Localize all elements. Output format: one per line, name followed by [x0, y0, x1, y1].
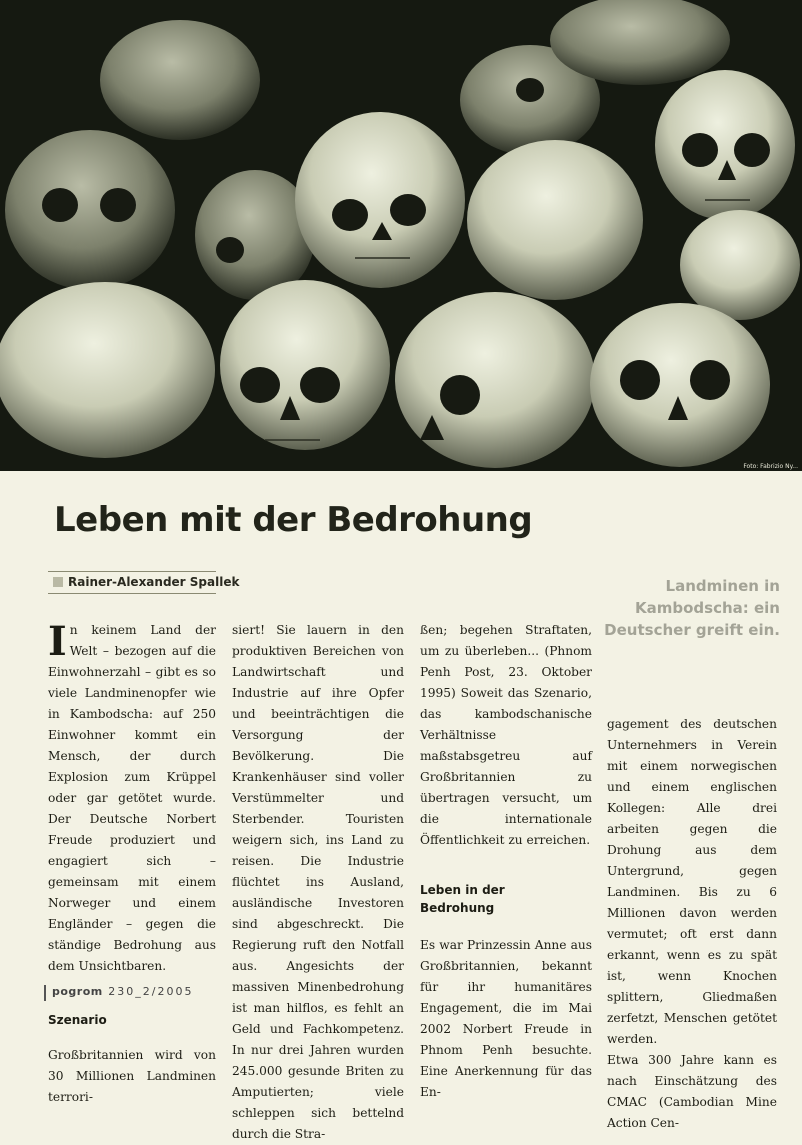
header-photo [0, 0, 802, 471]
subhead-line-2: Bedrohung [420, 901, 495, 915]
subhead-szenario: Szenario [48, 1013, 107, 1027]
paragraph-col1: Großbritannien wird von 30 Millionen Landminen terrori- [48, 1048, 216, 1104]
skulls-photo-icon [0, 0, 802, 471]
column-4 [607, 714, 777, 1134]
subhead-line-1: Leben in der [420, 883, 505, 897]
column-2 [232, 620, 404, 1145]
intro-text: n keinem Land der Welt – bezogen auf die Einwohnerzahl – gibt es so viele Landminenopfer wie in Kambodscha: auf 250 Einwohner kommt ein Mensch, der durch Explosion zum Krüppel oder gar getötet wurde. Der Deutsche Norbert Freude produziert und engagiert sich – gemeinsam mit einem Norweger und einem Engländer – gegen die ständige Bedrohung aus dem Unsichtbaren. [48, 623, 216, 973]
paragraph-col2: siert! Sie lauern in den produktiven Bereichen von Landwirtschaft und Industrie auf ihre Opfer und beeinträchtigen die Versorgung der Bevölkerung. Die Krankenhäuser sind voller Verstümmelter und Sterbender. Touristen weigern sich, ins Land zu reisen. Die Industrie flüchtet ins Ausland, ausländische Investoren sind abgeschreckt. Die Regierung ruft den Notfall aus. Angesichts der massiven Minenbedrohung ist man hilflos, es fehlt an Geld und Fachkompetenz. In nur drei Jahren wurden 245.000 gesunde Briten zu Amputierten; viele schleppen sich bettelnd durch die Stra- [232, 623, 404, 1141]
author-name: Rainer-Alexander Spallek [68, 575, 240, 589]
article-teaser: Landminen in Kambodscha: ein Deutscher greift ein. [604, 577, 780, 639]
photo-credit: Foto: Fabrizio Ny... [743, 463, 798, 470]
column-3 [420, 620, 592, 1103]
page-footer [44, 985, 193, 1001]
paragraph-col3-2: Es war Prinzessin Anne aus Großbritannien, bekannt für ihr humanitäres Engagement, die im Mai 2002 Norbert Freude in Phnom Penh besuchte. Eine Anerkennung für das En- [420, 938, 592, 1099]
footer-issue: 230_2/2005 [108, 985, 194, 998]
dropcap: I [48, 618, 67, 665]
author-line [48, 571, 240, 594]
author-square-icon [53, 577, 63, 587]
paragraph-col4-1: gagement des deutschen Unternehmers in Verein mit einem norwegischen und einem englischen Kollegen: Alle drei arbeiten gegen die Drohung aus dem Untergrund, gegen Landminen. Bis zu 6 Millionen davon werden vermutet; oft erst dann erkannt, wenn es zu spät ist, wenn Knochen splittern, Gliedmaßen zerfetzt, Menschen getötet werden. [607, 717, 777, 1046]
column-1 [48, 620, 216, 1108]
footer-brand: pogrom [52, 985, 103, 998]
intro-paragraph [48, 620, 216, 977]
paragraph-col3-1: ßen; begehen Straftaten, um zu überleben... (Phnom Penh Post, 23. Oktober 1995) Soweit das Szenario, das kambodschanische Verhältnisse maßstabsgetreu auf Großbritannien zu übertragen versucht, um die internationale Öffentlichkeit zu erreichen. [420, 623, 592, 847]
paragraph-col4-2: Etwa 300 Jahre kann es nach Einschätzung des CMAC (Cambodian Mine Action Cen- [607, 1053, 777, 1130]
subhead-leben-in-der-bedrohung [420, 881, 592, 917]
article-title: Leben mit der Bedrohung [54, 500, 533, 540]
